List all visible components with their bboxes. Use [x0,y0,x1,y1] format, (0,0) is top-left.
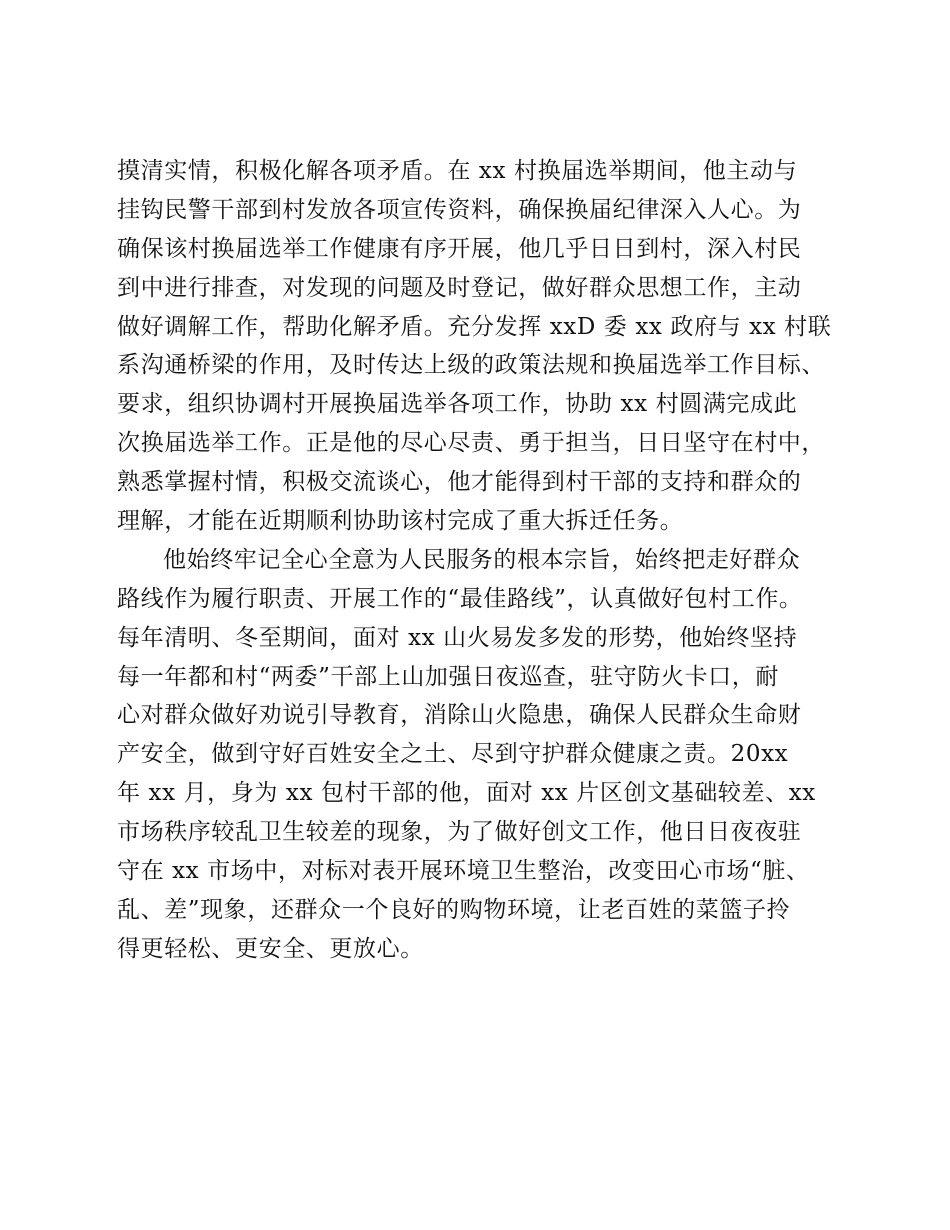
text-line: 挂钩民警干部到村发放各项宣传资料，确保换届纪律深入人心。为 [117,196,802,223]
paragraph-2 [117,541,857,969]
text-line: 得更轻松、更安全、更放心。 [117,935,424,962]
text-line: 产安全，做到守好百姓安全之土、尽到守护群众健康之责。20xx [117,741,789,768]
text-line: 熟悉掌握村情，积极交流谈心，他才能得到村干部的支持和群众的 [117,469,802,496]
text-line: 次换届选举工作。正是他的尽心尽责、勇于担当，日日坚守在村中， [117,430,825,457]
text-line: 守在 xx 市场中，对标对表开展环境卫生整治，改变田心市场“脏、 [117,858,810,885]
text-line: 年 xx 月，身为 xx 包村干部的他，面对 xx 片区创文基础较差、xx [117,780,816,807]
text-line: 要求，组织协调村开展换届选举各项工作，协助 xx 村圆满完成此 [117,391,798,418]
text-line: 系沟通桥梁的作用，及时传达上级的政策法规和换届选举工作目标、 [117,352,825,379]
body-text [117,152,857,969]
text-line: 确保该村换届选举工作健康有序开展，他几乎日日到村，深入村民 [117,235,802,262]
text-line: 他始终牢记全心全意为人民服务的根本宗旨，始终把走好群众 [163,546,801,573]
text-line: 摸清实情，积极化解各项矛盾。在 xx 村换届选举期间，他主动与 [117,158,798,184]
text-line: 乱、差”现象，还群众一个良好的购物环境，让老百姓的菜篮子拎 [117,896,791,923]
paragraph-1 [117,152,857,541]
text-line: 到中进行排查，对发现的问题及时登记，做好群众思想工作，主动 [117,274,802,301]
text-line: 做好调解工作，帮助化解矛盾。充分发挥 xxD 委 xx 政府与 xx 村联 [117,313,832,340]
text-line: 理解，才能在近期顺利协助该村完成了重大拆迁任务。 [117,508,684,535]
text-line: 每年清明、冬至期间，面对 xx 山火易发多发的形势，他始终坚持 [117,624,798,651]
text-line: 路线作为履行职责、开展工作的“最佳路线”，认真做好包村工作。 [117,585,803,612]
text-line: 心对群众做好劝说引导教育，消除山火隐患，确保人民群众生命财 [117,702,802,729]
text-line: 市场秩序较乱卫生较差的现象，为了做好创文工作，他日日夜夜驻 [117,819,802,846]
text-line: 每一年都和村“两委”干部上山加强日夜巡查，驻守防火卡口，耐 [117,663,779,690]
